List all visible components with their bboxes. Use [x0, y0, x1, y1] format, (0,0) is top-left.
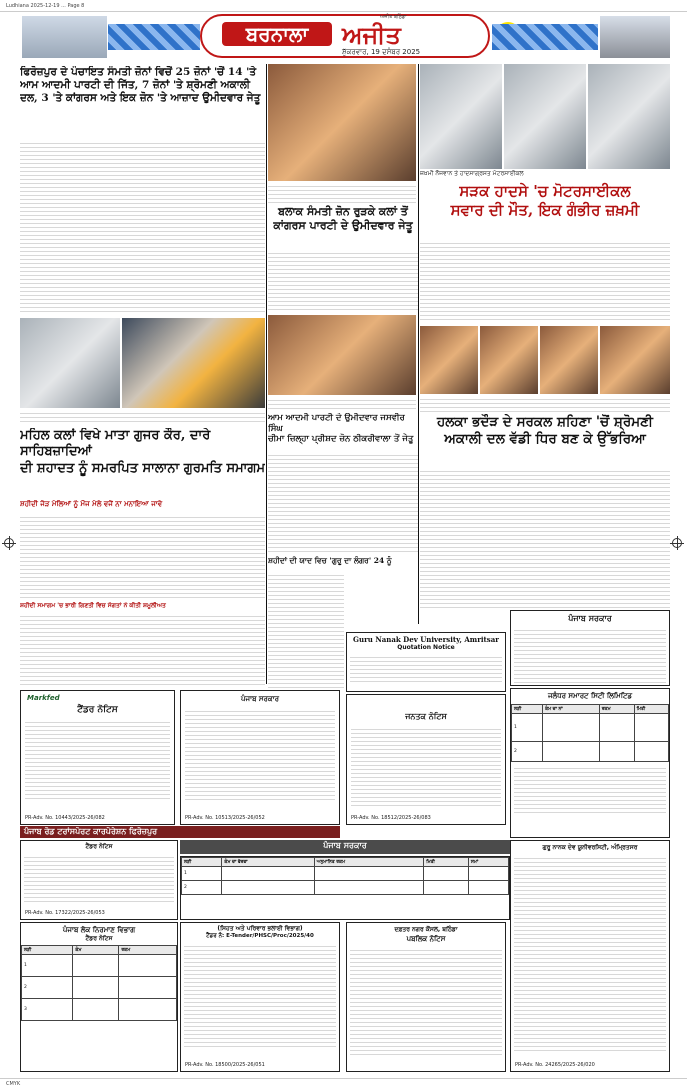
public-notice [346, 694, 506, 825]
samagam-body-2 [20, 613, 265, 688]
shiromani-body [420, 468, 670, 608]
candidate-photo-2 [480, 326, 538, 394]
accident-headline-1: ਸੜਕ ਹਾਦਸੇ 'ਚ ਮੋਟਰਸਾਈਕਲ [459, 182, 631, 200]
jalandhar-smart-city-notice [510, 688, 670, 838]
aap-story-body [20, 140, 265, 315]
clock-tower-photo [600, 16, 670, 58]
gurdwara-photo [22, 16, 107, 58]
markfed-tender-notice [20, 690, 175, 825]
nagar-council-notice [346, 922, 506, 1072]
gurbani-headline-block [268, 556, 418, 570]
samagam-subhead-2-block [20, 602, 265, 612]
column-rule [266, 64, 267, 684]
pwd-tender-notice [20, 922, 178, 1072]
accident-photo-3 [588, 64, 670, 169]
health-tender-ref: ਟੈਂਡਰ ਨੰ: E-Tender/PHSC/Proc/2025/40 [206, 933, 314, 939]
transport-tender-title: ਟੈਂਡਰ ਨੋਟਿਸ [85, 843, 113, 850]
health-pr-adv: PR-Adv. No. 18500/2025-26/051 [185, 1062, 265, 1068]
samagam-subhead: ਸ਼ਹੀਦੀ ਜੋੜ ਮੇਲਿਆਂ ਨੂੰ ਮੌਜ ਮੇਲੇ ਵਜੋਂ ਨਾ ਮਨਾਇਆ ਜਾਵੇ [20, 500, 163, 508]
accident-photo-2 [504, 64, 586, 169]
registration-mark [4, 538, 14, 548]
punjab-sarkar-text [185, 708, 335, 800]
paper-name: ਅਜੀਤ [342, 20, 401, 49]
punjab-sarkar-pr-adv: PR-Adv. No. 10513/2025-26/052 [185, 815, 265, 821]
transport-tender-notice [20, 840, 178, 920]
congress-body [268, 250, 418, 312]
samagam-headline-block [20, 428, 265, 498]
punjab-sarkar-band: ਪੰਜਾਬ ਸਰਕਾਰ [180, 840, 510, 854]
aap-jetu-headline-2: ਚੀਮਾ ਜ਼ਿਲ੍ਹਾ ਪ੍ਰੀਸ਼ਦ ਜ਼ੋਨ ਠੀਕਰੀਵਾਲਾ ਤੋਂ ਜੇਤੂ [268, 434, 414, 445]
public-notice-text [351, 726, 501, 806]
markfed-notice-text [25, 719, 170, 799]
logo-box [200, 14, 490, 58]
public-notice-pr-adv: PR-Adv. No. 18512/2025-26/083 [351, 815, 431, 821]
gndu-text [350, 654, 502, 682]
winner-caption [268, 183, 416, 203]
accident-caption-block [420, 170, 670, 180]
samagam-subhead-2: ਸ਼ਹੀਦੀ ਸਮਾਗਮ 'ਚ ਭਾਰੀ ਗਿਣਤੀ ਵਿਚ ਸੰਗਤਾਂ ਨੇ ਕੀਤੀ ਸ਼ਮੂਲੀਅਤ [20, 602, 166, 609]
shiromani-headline-1: ਹਲਕਾ ਭਦੌੜ ਦੇ ਸਰਕਲ ਸ਼ਹਿਣਾ 'ਚੋਂ ਸ਼੍ਰੋਮਣੀ [437, 414, 653, 430]
aap-story-headline: ਫਿਰੋਜ਼ਪੁਰ ਦੇ ਪੰਚਾਇਤ ਸੰਮਤੀ ਜ਼ੋਨਾਂ ਵਿਚੋਂ 25 ਜ਼ੋਨਾਂ 'ਚੋਂ 14 'ਤੇ ਆਮ ਆਦਮੀ ਪਾਰਟੀ ਦੀ ਜਿੱਤ, 7 ਜ਼ੋਨਾਂ 'ਤੇ ਸ਼੍ਰੋਮਣੀ ਅਕਾਲੀ ਦਲ, 3 'ਤੇ ਕਾਂਗਰਸ ਅਤੇ ਇਕ ਜ਼ੋਨ 'ਤੇ ਆਜ਼ਾਦ ਉਮੀਦਵਾਰ ਜੇਤੂ [20, 66, 261, 105]
accident-headline-block [420, 182, 670, 237]
markfed-notice-title: ਟੈਂਡਰ ਨੋਟਿਸ [77, 705, 118, 715]
samagam-body [20, 514, 265, 600]
aap-jetu-headline-1: ਆਮ ਆਦਮੀ ਪਾਰਟੀ ਦੇ ਉਮੀਦਵਾਰ ਜਸਵੀਰ ਸਿੰਘ [268, 413, 405, 434]
congress-headline-block [268, 205, 418, 249]
public-notice-title: ਜਨਤਕ ਨੋਟਿਸ [405, 711, 447, 721]
aap-story-headline-block [20, 66, 265, 138]
print-line: Ludhiana 2025-12-19 ... Page 8 [0, 0, 687, 12]
registration-mark [672, 538, 682, 548]
candidates-caption [420, 396, 670, 412]
aap-jetu-body [268, 452, 418, 554]
masthead [0, 12, 687, 62]
gndu-bottom-title: ਗੁਰੂ ਨਾਨਕ ਦੇਵ ਯੂਨੀਵਰਸਿਟੀ, ਅੰਮ੍ਰਿਤਸਰ [542, 844, 638, 851]
transport-band: ਪੰਜਾਬ ਰੋਡ ਟਰਾਂਸਪੋਰਟ ਕਾਰਪੋਰੇਸ਼ਨ ਫਿਰੋਜ਼ਪੁਰ [20, 826, 340, 838]
accident-caption: ਜ਼ਖ਼ਮੀ ਨੌਜਵਾਨ ਤੇ ਹਾਦਸਾਗ੍ਰਸਤ ਮੋਟਰਸਾਈਕਲ [420, 170, 524, 177]
health-text [184, 943, 336, 1048]
markfed-brand: Markfed [27, 694, 60, 702]
gndu-bottom-text [514, 855, 666, 1051]
shiromani-headline-block [420, 414, 670, 466]
health-tender-notice [180, 922, 340, 1072]
punjab-sarkar-right-notice [510, 610, 670, 686]
pwd-title: ਪੰਜਾਬ ਲੋਕ ਨਿਰਮਾਣ ਵਿਭਾਗ [62, 925, 136, 934]
congress-headline-1: ਬਲਾਕ ਸੰਮਤੀ ਜ਼ੋਨ ਰੁੜਕੇ ਕਲਾਂ ਤੋਂ [278, 205, 408, 218]
accident-headline-2: ਸਵਾਰ ਦੀ ਮੌਤ, ਇਕ ਗੰਭੀਰ ਜ਼ਖ਼ਮੀ [450, 200, 640, 219]
jalandhar-table: ਲੜੀ ਕੰਮ ਦਾ ਨਾਂ ਰਕਮ ਮਿਤੀ 1 2 [511, 704, 669, 762]
city-name: ਬਰਨਾਲਾ [222, 22, 332, 46]
photo-caption-lines [20, 410, 265, 424]
celebration-caption [268, 397, 416, 411]
samagam-subhead-block [20, 500, 265, 512]
gurbani-body [268, 572, 344, 690]
pwd-subtitle: ਟੈਂਡਰ ਨੋਟਿਸ [85, 935, 113, 942]
nagar-subtitle: ਪਬਲਿਕ ਨੋਟਿਸ [406, 934, 446, 943]
accident-body [420, 240, 670, 322]
punjab-sarkar-title: ਪੰਜਾਬ ਸਰਕਾਰ [240, 694, 279, 703]
gndu-bottom-pr-adv: PR-Adv. No. 24265/2025-26/020 [515, 1062, 595, 1068]
protest-photo-2 [122, 318, 265, 408]
issue-date: ਸ਼ੁੱਕਰਵਾਰ, 19 ਦਸੰਬਰ 2025 [342, 48, 421, 56]
paper-tag: ਅਜੀਤ ਬਠਿੰਡਾ [380, 14, 407, 20]
punjab-tender-table-notice [180, 856, 510, 920]
punjab-sarkar-right-title: ਪੰਜਾਬ ਸਰਕਾਰ [568, 613, 612, 623]
celebration-photo [268, 315, 416, 395]
tender-table: ਲੜੀ ਕੰਮ ਦਾ ਵੇਰਵਾ ਅਨੁਮਾਨਿਤ ਰਕਮ ਮਿਤੀ ਸਮਾਂ 1 2 [181, 857, 509, 895]
gndu-quotation-notice [346, 632, 506, 692]
congress-headline-2: ਕਾਂਗਰਸ ਪਾਰਟੀ ਦੇ ਉਮੀਦਵਾਰ ਜੇਤੂ [273, 218, 413, 232]
health-title: (ਸਿਹਤ ਅਤੇ ਪਰਿਵਾਰ ਭਲਾਈ ਵਿਭਾਗ) [217, 925, 303, 932]
nagar-title: ਦਫ਼ਤਰ ਨਗਰ ਕੌਂਸਲ, ਬਠਿੰਡਾ [394, 926, 458, 933]
samagam-headline-2: ਦੀ ਸ਼ਹਾਦਤ ਨੂੰ ਸਮਰਪਿਤ ਸਾਲਾਨਾ ਗੁਰਮਤਿ ਸਮਾਗਮ [20, 460, 265, 476]
pwd-table: ਲੜੀ ਕੰਮ ਰਕਮ 1 2 3 [21, 945, 177, 1021]
bottom-print-line: CMYK [0, 1078, 687, 1089]
jalandhar-text [514, 765, 666, 815]
gurbani-headline: ਸ਼ਹੀਦਾਂ ਦੀ ਯਾਦ ਵਿਚ 'ਗੁਰੂ ਦਾ ਲੰਗਰ' 24 ਨੂੰ [268, 556, 392, 565]
column-rule [418, 64, 419, 624]
jalandhar-title: ਜਲੰਧਰ ਸਮਾਰਟ ਸਿਟੀ ਲਿਮਿਟਿਡ [547, 691, 633, 700]
nagar-text [350, 947, 502, 1057]
candidate-photo-4 [600, 326, 670, 394]
punjab-sarkar-right-text [514, 627, 666, 683]
transport-text [24, 854, 174, 904]
shiromani-headline-2: ਅਕਾਲੀ ਦਲ ਵੱਡੀ ਧਿਰ ਬਣ ਕੇ ਉੱਭਰਿਆ [444, 430, 646, 447]
accident-photo-1 [420, 64, 502, 169]
candidate-photo-1 [420, 326, 478, 394]
gndu-subtitle: Quotation Notice [397, 644, 455, 651]
markfed-pr-adv: PR-Adv. No. 10443/2025-26/082 [25, 815, 105, 821]
samagam-headline-1: ਮਹਿਲ ਕਲਾਂ ਵਿਖੇ ਮਾਤਾ ਗੁਜਰ ਕੌਰ, ਦਾਰੇ ਸਾਹਿਬਜ਼ਾਦਿਆਂ [20, 428, 211, 460]
decorative-strip-right [492, 24, 598, 50]
protest-photo-1 [20, 318, 120, 408]
gndu-bottom-notice [510, 840, 670, 1072]
punjab-sarkar-notice [180, 690, 340, 825]
decorative-strip-left [108, 24, 200, 50]
winner-garland-photo [268, 64, 416, 181]
candidate-photo-3 [540, 326, 598, 394]
transport-pr-adv: PR-Adv. No. 17322/2025-26/053 [25, 910, 105, 916]
aap-jetu-headline-block [268, 413, 418, 449]
gndu-title: Guru Nanak Dev University, Amritsar [353, 635, 499, 644]
